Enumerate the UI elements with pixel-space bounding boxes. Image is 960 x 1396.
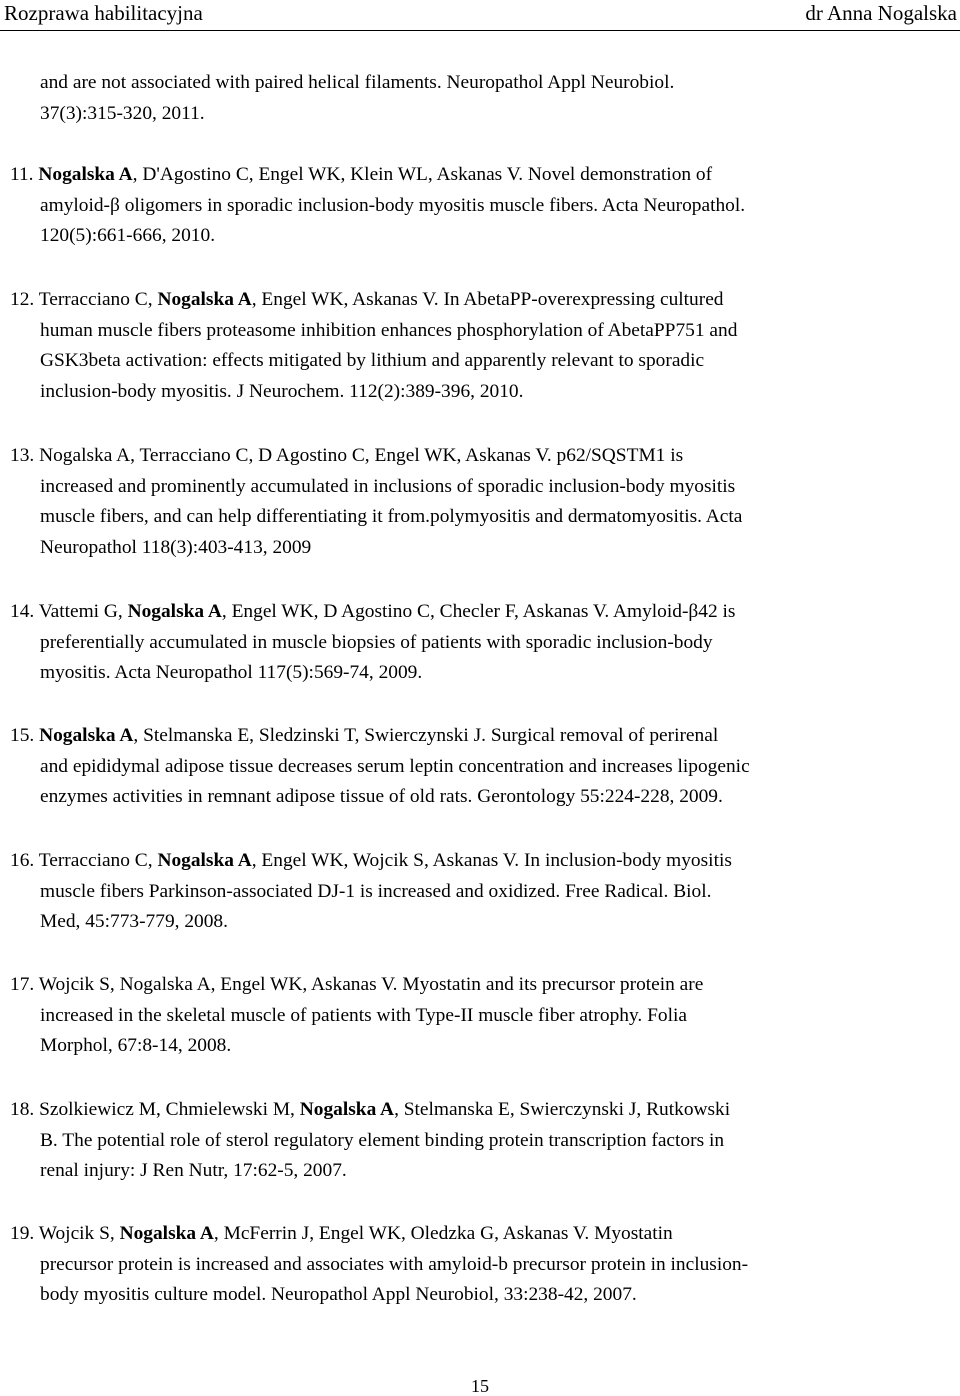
reference-entry	[10, 721, 912, 813]
reference-line	[10, 1095, 912, 1126]
reference-line	[40, 316, 912, 347]
reference-line	[10, 597, 912, 628]
reference-line	[40, 533, 912, 564]
reference-line	[10, 970, 912, 1001]
highlighted-author: Nogalska A	[39, 725, 134, 746]
reference-text: amyloid-β oligomers in sporadic inclusion-body myositis muscle fibers. Acta Neuropathol.	[40, 194, 746, 216]
highlighted-author: Nogalska A	[157, 289, 252, 310]
reference-text: , D'Agostino C, Engel WK, Klein WL, Askanas V. Novel demonstration of	[132, 164, 713, 185]
reference-text: preferentially accumulated in muscle biopsies of patients with sporadic inclusion-body	[40, 631, 713, 653]
reference-line: and are not associated with paired helical filaments. Neuropathol Appl Neurobiol.	[40, 72, 675, 93]
reference-line	[40, 1280, 912, 1311]
reference-text: , Engel WK, Askanas V. In AbetaPP-overexpressing cultured	[251, 289, 724, 310]
reference-entry	[10, 1095, 912, 1187]
reference-text: 16. Terracciano C,	[10, 850, 158, 871]
reference-line	[40, 628, 912, 659]
highlighted-author: Nogalska A	[157, 850, 252, 871]
reference-line	[40, 907, 912, 938]
reference-entry	[10, 160, 912, 252]
reference-text: 120(5):661-666, 2010.	[40, 225, 216, 247]
reference-continuation	[40, 68, 912, 129]
header-title: Rozprawa habilitacyjna	[4, 1, 203, 25]
reference-line	[40, 377, 912, 408]
reference-text: , Stelmanska E, Swierczynski J, Rutkowski	[394, 1099, 731, 1120]
reference-text: enzymes activities in remnant adipose tissue of old rats. Gerontology 55:224-228, 2009.	[40, 786, 723, 808]
reference-entry	[10, 441, 912, 564]
reference-text: and epididymal adipose tissue decreases serum leptin concentration and increases lipogenic	[40, 755, 750, 777]
reference-line	[40, 221, 912, 252]
reference-line	[10, 1219, 912, 1250]
reference-text: 14. Vattemi G,	[10, 601, 128, 622]
reference-line	[40, 191, 912, 222]
reference-line	[10, 160, 912, 191]
reference-line	[40, 1001, 912, 1032]
reference-text: Morphol, 67:8-14, 2008.	[40, 1035, 232, 1057]
highlighted-author: Nogalska A	[299, 1099, 395, 1120]
reference-text: Neuropathol 118(3):403-413, 2009	[40, 537, 312, 559]
reference-entry	[10, 285, 912, 408]
reference-text: Med, 45:773-779, 2008.	[40, 911, 228, 933]
reference-line	[40, 877, 912, 908]
reference-text: , Stelmanska E, Sledzinski T, Swierczynski J. Surgical removal of perirenal	[133, 725, 719, 746]
reference-line	[40, 1250, 912, 1281]
reference-line	[10, 846, 912, 877]
reference-text: , Engel WK, Wojcik S, Askanas V. In inclusion-body myositis	[251, 850, 732, 871]
reference-line	[40, 1031, 912, 1062]
reference-text: GSK3beta activation: effects mitigated by lithium and apparently relevant to sporadic	[40, 350, 705, 372]
reference-text: 17. Wojcik S, Nogalska A, Engel WK, Askanas V. Myostatin and its precursor protein are	[10, 974, 704, 995]
reference-text: inclusion-body myositis. J Neurochem. 112(2):389-396, 2010.	[40, 381, 524, 403]
reference-text: body myositis culture model. Neuropathol Appl Neurobiol, 33:238-42, 2007.	[40, 1284, 637, 1306]
reference-text: 13. Nogalska A, Terracciano C, D Agostino C, Engel WK, Askanas V. p62/SQSTM1 is	[10, 445, 684, 466]
reference-text: 18. Szolkiewicz M, Chmielewski M,	[10, 1099, 300, 1120]
highlighted-author: Nogalska A	[127, 601, 222, 622]
reference-text: muscle fibers, and can help differentiating it from.polymyositis and dermatomyositis. Acta	[40, 506, 743, 528]
reference-text: 11.	[10, 164, 39, 185]
page-header	[0, 0, 960, 31]
highlighted-author: Nogalska A	[119, 1223, 214, 1244]
reference-text: increased and prominently accumulated in inclusions of sporadic inclusion-body myositis	[40, 475, 736, 497]
reference-line	[10, 721, 912, 752]
reference-line	[40, 1156, 912, 1187]
reference-text: , Engel WK, D Agostino C, Checler F, Askanas V. Amyloid-β42 is	[221, 601, 736, 622]
reference-text: human muscle fibers proteasome inhibition enhances phosphorylation of AbetaPP751 and	[40, 319, 738, 341]
reference-line	[40, 502, 912, 533]
reference-text: 12. Terracciano C,	[10, 289, 158, 310]
reference-text: myositis. Acta Neuropathol 117(5):569-74, 2009.	[40, 662, 423, 684]
reference-text: B. The potential role of sterol regulatory element binding protein transcription factors in	[40, 1129, 725, 1151]
reference-text: muscle fibers Parkinson-associated DJ-1 is increased and oxidized. Free Radical. Biol.	[40, 880, 712, 902]
reference-line	[40, 752, 912, 783]
reference-entry	[10, 597, 912, 689]
reference-entry	[10, 846, 912, 938]
reference-entry	[10, 1219, 912, 1311]
highlighted-author: Nogalska A	[38, 164, 133, 185]
reference-text: , McFerrin J, Engel WK, Oledzka G, Askanas V. Myostatin	[213, 1223, 673, 1244]
reference-line	[40, 472, 912, 503]
header-author: dr Anna Nogalska	[805, 1, 957, 25]
reference-line	[10, 285, 912, 316]
reference-text: 19. Wojcik S,	[10, 1223, 120, 1244]
reference-line	[40, 658, 912, 689]
reference-line: 37(3):315-320, 2011.	[40, 102, 205, 124]
reference-text: increased in the skeletal muscle of patients with Type-II muscle fiber atrophy. Folia	[40, 1004, 687, 1026]
reference-text: 15.	[10, 725, 40, 746]
reference-entry	[10, 970, 912, 1062]
reference-text: renal injury: J Ren Nutr, 17:62-5, 2007.	[40, 1160, 347, 1182]
page-number: 15	[471, 1376, 489, 1396]
reference-text: precursor protein is increased and associates with amyloid-b precursor protein in inclusion-	[40, 1253, 749, 1275]
reference-line	[40, 782, 912, 813]
reference-line	[40, 1126, 912, 1157]
reference-line	[40, 346, 912, 377]
reference-line	[10, 441, 912, 472]
